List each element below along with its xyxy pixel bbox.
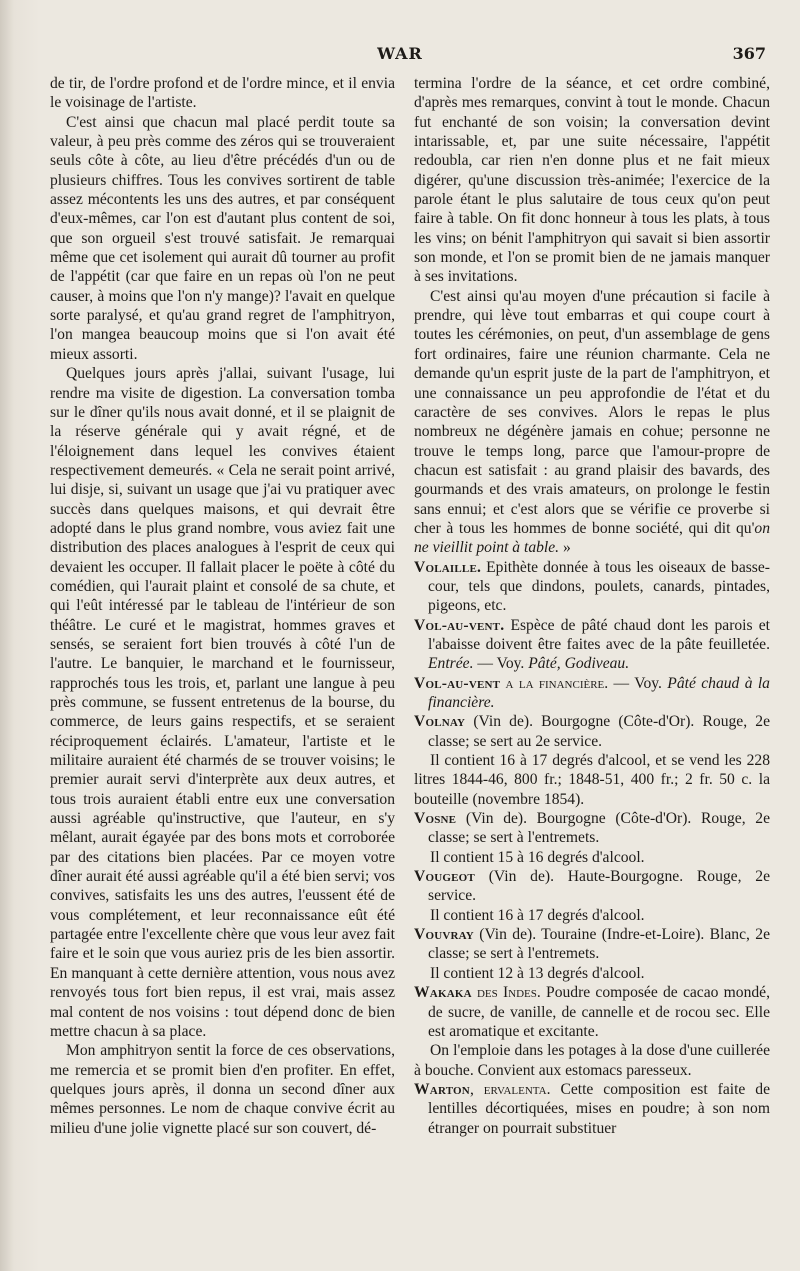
entry-category: Entrée. — [428, 655, 474, 673]
entry-headword: Vosne — [414, 810, 457, 828]
entry-headword: Vouvray — [414, 926, 474, 944]
paragraph: Quelques jours après j'allai, suivant l'usage, lui rendre ma visite de digestion. La conversation tomba sur le dîner qu'ils nous avait donné, et il se plaignit de la réserve générale qui y avait régné, et de l'éloignement dans lequel les convives étaient respectivement demeurés. « Cela ne serait point arrivé, lui disje, si, suivant un usage que j'ai vu pratiquer avec succès dans quelques maisons, et qui devrait être adopté dans le plus grand nombre, vous aviez fait une distribution des places analogues à l'esprit de ceux qui devaient les occuper. Il fallait placer le poëte à côté du comédien, qui l'aurait plaint et consolé de sa chute, et qui l'eût intéressé par le tableau de l'intérieur de son théâtre. Le curé et le magistrat, hommes graves et sensés, se seraient fort bien trouvés à côté l'un de l'autre. Le banquier, le marchand et le fournisseur, rapprochés tous les trois, et, parlant une langue à peu près commune, se fussent entretenus de la bourse, du commerce, de leurs gains respectifs, et se seraient réciproquement éclairés. L'amateur, l'artiste et le militaire auraient été charmés de se trouver voisins; le premier aurait servi d'interprète aux deux autres, et tous trois auraient établi entre eux une conversation aussi agréable qu'instructive, que l'auteur, en s'y mêlant, aurait égayée par des bons mots et corroborée par des citations bien placées. Par ce moyen votre dîner aurait été aussi agréable qu'il a été bien servi; vos convives, satisfaits les uns des autres, l'eussent été de vous complétement, et leur reconnaissance eût été partagée entre l'excellente chère que vous leur avez fait faire et le soin que vous auriez pris de les bien assortir. En manquant à cette dernière attention, vous nous avez renvoyés tous fort bien repus, il est vrai, mais assez mal content de nos voisins : tout dépend donc de bien mettre chacun à sa place. — [50, 365, 395, 1040]
entry-subhead: , ervalenta. — [469, 1080, 551, 1098]
entry-detail: Il contient 12 à 13 degrés d'alcool. — [430, 964, 645, 982]
dictionary-entry — [414, 925, 770, 964]
entry-headword: Warton — [414, 1080, 470, 1098]
dictionary-entry — [414, 558, 770, 616]
entry-detail: On l'emploie dans les potages à la dose d'une cuillerée à bouche. Convient aux estomacs paresseux. — [414, 1042, 770, 1079]
entry-text: Epithète donnée à tous les oiseaux de basse-cour, tels que dindons, poulets, canards, pintades, pigeons, etc. — [428, 558, 770, 615]
paragraph-text: C'est ainsi qu'au moyen d'une précaution si facile à prendre, qui lève tout embarras et qui coupe court à toutes les cérémonies, on peut, d'un assemblage de gens fort ordinaires, faire une réunion charmante. Cela ne demande qu'un esprit juste de la part de l'amphitryon, et une connaissance un peu approfondie de l'état et du caractère de ses convives. Alors le repas le plus nombreux ne dégénère jamais en cohue; personne ne trouve le temps long, parce que l'amour-propre de chacun est satisfait : au grand plaisir des bavards, des gourmands et des vrais amateurs, on prolonge le festin sans ennui; et c'est alors que se vérifie ce proverbe si cher à tous les hommes de bonne société, qui dit qu' — [414, 287, 770, 537]
entry-headword: Vougeot — [414, 868, 475, 886]
entry-headword: Vol-au-vent — [414, 674, 501, 692]
entry-references: Pâté, Godiveau. — [528, 655, 630, 673]
entry-text: (Vin de). Touraine (Indre-et-Loire). Blanc, 2e classe; se sert à l'entremets. — [428, 926, 770, 963]
paragraph: C'est ainsi que chacun mal placé perdit toute sa valeur, à peu près comme des zéros qui se trouveraient seuls côte à côte, au lieu d'être précédés d'un ou de plusieurs chiffres. Tous les convives sortirent de table assez mécontents les uns des autres, et par conséquent d'eux-mêmes, car l'on est d'autant plus content de soi, que son orgueil s'est trouvé satisfait. Je remarquai même que cet isolement qui aurait dû tourner au profit de l'appétit (car que faire en un repas où l'on ne peut causer, à moins que l'on n'y mange)? l'avait en quelque sorte paralysé, et qu'au grand regret de l'amphitryon, l'on mangea beaucoup moins que si l'on avait été mieux assorti. — [50, 113, 395, 363]
entry-detail: Il contient 16 à 17 degrés d'alcool, et se vend les 228 litres 1844-46, 800 fr.; 1848-51, 400 fr.; 2 fr. 50 c. la bouteille (novembre 1854). — [414, 752, 770, 808]
entry-headword: Volaille. — [414, 558, 482, 576]
paragraph: de tir, de l'ordre profond et de l'ordre mince, et il envia le voisinage de l'artiste. — [50, 75, 395, 112]
dictionary-entry — [414, 616, 770, 674]
dictionary-entry — [414, 674, 770, 713]
entry-text: Poudre composée de cacao mondé, de sucre, de vanille, de cannelle et de rocou sec. Elle est aromatique et excitante. — [428, 984, 770, 1040]
proverb: on ne vieillit point à table. — [414, 519, 770, 557]
entry-text: (Vin de). Haute-Bourgogne. Rouge, 2e service. — [428, 868, 770, 905]
entry-voy: — Voy. — [608, 674, 668, 692]
entry-text: Cette composition est faite de lentilles décortiquées, mises en poudre; à son nom étranger on pourrait substituer — [428, 1080, 770, 1137]
entry-detail: Il contient 16 à 17 degrés d'alcool. — [430, 906, 645, 924]
dictionary-entry — [414, 712, 770, 751]
entry-headword: Vol-au-vent. — [414, 616, 505, 634]
dictionary-entry — [414, 1080, 770, 1138]
running-title: WAR — [377, 44, 423, 63]
paragraph — [414, 287, 770, 558]
paragraph: termina l'ordre de la séance, et cet ordre combiné, d'après mes remarques, convint à tout le monde. Chacun fut enchanté de son voisin; la conversation devint intarissable, et, par une suite nécessaire, l'appétit redoubla, car rien n'en donne plus et ne fait mieux digérer, qu'une discussion très-animée; l'exercice de la parole étant le plus salutaire de tous ceux qu'on peut faire à table. On fit donc honneur à tous les plats, à tous les vins; on bénit l'amphitryon qui savait si bien assortir son monde, et l'on se promit bien de ne jamais manquer à ses invitations. — [414, 75, 770, 286]
entry-headword: Volnay — [414, 713, 466, 731]
dictionary-entry — [414, 809, 770, 848]
right-column — [414, 74, 770, 1138]
entry-text: (Vin de). Bourgogne (Côte-d'Or). Rouge, 2e classe; se sert à l'entremets. — [428, 810, 770, 847]
entry-subhead: des Indes. — [471, 984, 541, 1002]
running-header — [0, 44, 800, 68]
entry-voy: — Voy. — [473, 655, 529, 673]
dictionary-entry — [414, 867, 770, 906]
closing-quote: » — [559, 539, 571, 557]
entry-detail: Il contient 15 à 16 degrés d'alcool. — [430, 848, 645, 866]
page-number: 367 — [732, 44, 766, 63]
entry-subhead: a la financière. — [500, 674, 609, 692]
dictionary-entry — [414, 983, 770, 1041]
entry-text: Espèce de pâté chaud dont les parois et l'abaisse doivent être faites avec de la pâte feuilletée. — [428, 616, 770, 653]
entry-references: Pâté chaud à la financière. — [428, 674, 770, 711]
entry-text: (Vin de). Bourgogne (Côte-d'Or). Rouge, 2e classe; se sert au 2e service. — [428, 713, 770, 750]
entry-headword: Wakaka — [414, 984, 472, 1002]
paragraph: Mon amphitryon sentit la force de ces observations, me remercia et se promit bien d'en profiter. En effet, quelques jours après, il donna un second dîner aux mêmes personnes. Le nom de chaque convive écrit au milieu d'une jolie vignette placé sur son couvert, dé- — [50, 1042, 395, 1137]
left-column — [50, 74, 395, 1138]
